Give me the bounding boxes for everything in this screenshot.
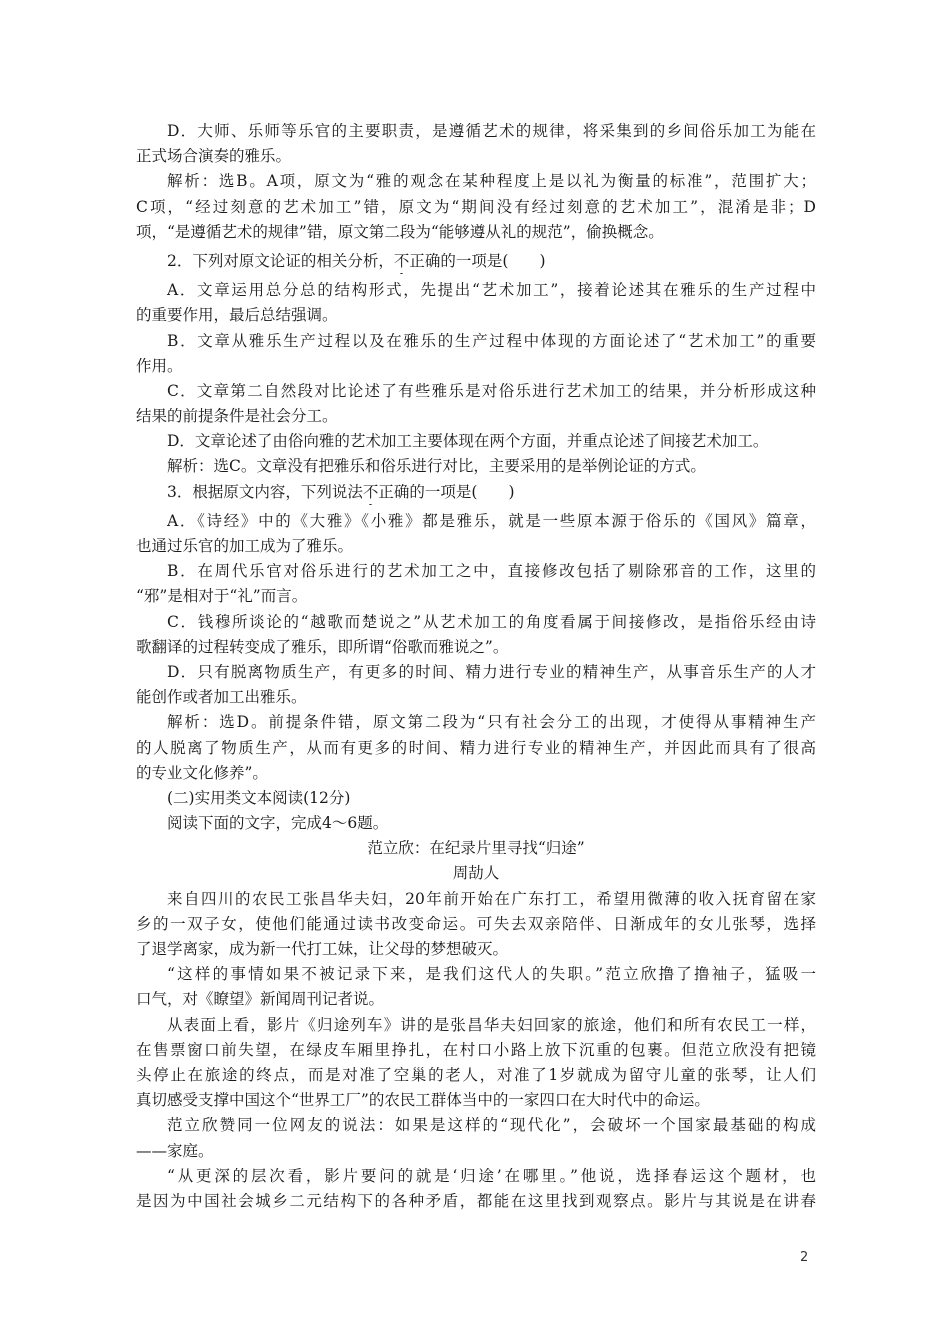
emphasis-dot-not: 不	[363, 480, 379, 505]
q3-options	[136, 509, 816, 836]
text-line: “这样的事情如果不被记录下来，是我们这代人的失职。”范立欣撸了撸袖子，猛吸一	[167, 965, 816, 984]
question-2: 2．下列对原文论证的相关分析，不正确的一项是( )	[136, 249, 816, 274]
text-line: 从表面上看，影片《归途列车》讲的是张昌华夫妇回家的旅途，他们和所有农民工一样，	[167, 1015, 816, 1034]
document-body	[136, 119, 816, 1214]
text-line: 了退学离家，成为新一代打工妹，让父母的梦想破灭。	[136, 940, 509, 958]
text-line: 项，“是遵循艺术的规律”错，原文第二段为“能够遵从礼的规范”，偷换概念。	[136, 222, 664, 241]
text-line: 歌翻译的过程转变成了雅乐，即所谓“俗歌而雅说之”。	[136, 637, 509, 656]
q2-options	[136, 278, 816, 480]
text-line: ——家庭。	[136, 1141, 214, 1160]
emphasis-dot-not: 不	[394, 249, 410, 274]
article-text	[136, 887, 816, 1214]
text-line: 作用。	[136, 356, 183, 375]
text-line: 来自四川的农民工张昌华夫妇，20年前开始在广东打工，希望用微薄的收入抚育留在家	[167, 889, 816, 908]
text-line: C项，“经过刻意的艺术加工”错，原文为“期间没有经过刻意的艺术加工”，混淆是非；D	[136, 197, 816, 216]
text-line: 阅读下面的文字，完成4～6题。	[167, 814, 389, 833]
text-line: A．文章运用总分总的结构形式，先提出“艺术加工”，接着论述其在雅乐的生产过程中	[167, 281, 816, 300]
article-title: 范立欣：在纪录片里寻找“归途”	[367, 839, 585, 858]
text-line: C．文章第二自然段对比论述了有些雅乐是对俗乐进行艺术加工的结果，并分析形成这种	[167, 381, 816, 400]
text-line: D．大师、乐师等乐官的主要职责，是遵循艺术的规律，将采集到的乡间俗乐加工为能在	[167, 122, 816, 140]
text-line: “邪”是相对于“礼”而言。	[136, 587, 308, 606]
question-3: 3．根据原文内容，下列说法不正确的一项是( )	[136, 480, 816, 505]
text-line: 也通过乐官的加工成为了雅乐。	[136, 537, 354, 555]
text-line: 在售票窗口前失望，在绿皮车厢里挣扎，在村口小路上放下沉重的包裹。但范立欣没有把镜	[136, 1040, 816, 1059]
text-line: 头停止在旅途的终点，而是对准了空巢的老人，对准了1岁就成为留守儿童的张琴，让人们	[136, 1065, 816, 1084]
text-line: “从更深的层次看，影片要问的就是‘归途’在哪里。”他说，选择春运这个题材，也	[167, 1166, 816, 1185]
article-author: 周劼人	[452, 864, 500, 883]
text-line: 口气，对《瞭望》新闻周刊记者说。	[136, 990, 385, 1009]
text-line: 真切感受支撑中国这个“世界工厂”的农民工群体当中的一家四口在大时代中的命运。	[136, 1091, 710, 1110]
text-line: 正式场合演奏的雅乐。	[136, 147, 292, 166]
text-line: 能创作或者加工出雅乐。	[136, 688, 307, 707]
text-line: B．在周代乐官对俗乐进行的艺术加工之中，直接修改包括了剔除邪音的工作，这里的	[167, 562, 816, 581]
text-line: 乡的一双子女，使他们能通过读书改变命运。可失去双亲陪伴、日渐成年的女儿张琴，选择	[136, 914, 816, 933]
text-line: 的重要作用，最后总结强调。	[136, 306, 338, 325]
page-number: 2	[800, 1250, 809, 1265]
text-line: 范立欣赞同一位网友的说法：如果是这样的“现代化”，会破坏一个国家最基础的构成	[167, 1116, 816, 1135]
text-line: 的专业文化修养”。	[136, 763, 268, 782]
text-line: C．钱穆所谈论的“越歌而楚说之”从艺术加工的角度看属于间接修改，是指俗乐经由诗	[167, 612, 816, 631]
text-line: A．《诗经》中的《大雅》《小雅》都是雅乐，就是一些原本源于俗乐的《国风》篇章，	[167, 511, 816, 530]
text-line: 是因为中国社会城乡二元结构下的各种矛盾，都能在这里找到观察点。影片与其说是在讲春	[136, 1191, 816, 1210]
text-line: B．文章从雅乐生产过程以及在雅乐的生产过程中体现的方面论述了“艺术加工”的重要	[167, 331, 816, 350]
text-line: (二)实用类文本阅读(12分)	[167, 788, 351, 807]
text-line: 解析：选C。文章没有把雅乐和俗乐进行对比，主要采用的是举例论证的方式。	[167, 457, 706, 476]
text-line: 的人脱离了物质生产，从而有更多的时间、精力进行专业的精神生产，并因此而具有了很高	[136, 738, 816, 757]
q1-option-and-analysis	[136, 119, 816, 245]
text-line: D．只有脱离物质生产，有更多的时间、精力进行专业的精神生产，从事音乐生产的人才	[167, 662, 816, 681]
text-line: 解析：选B。A项，原文为“雅的观念在某种程度上是以礼为衡量的标准”，范围扩大；	[167, 172, 816, 191]
text-line: 解析：选D。前提条件错，原文第二段为“只有社会分工的出现，才使得从事精神生产	[167, 713, 816, 732]
text-line: D．文章论述了由俗向雅的艺术加工主要体现在两个方面，并重点论述了间接艺术加工。	[167, 432, 769, 451]
text-line: 结果的前提条件是社会分工。	[136, 407, 338, 426]
